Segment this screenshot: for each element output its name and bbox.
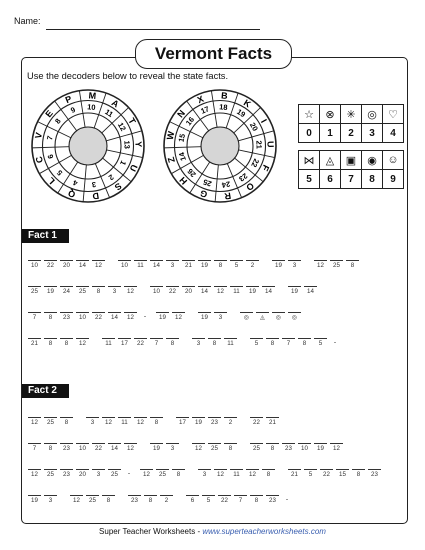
wheel-number: 22 bbox=[249, 157, 261, 169]
letter-blank[interactable]: 10 bbox=[298, 443, 311, 457]
digit-cell: 0 bbox=[299, 124, 320, 143]
wheel-letter: H bbox=[177, 174, 190, 187]
letter-blank[interactable]: 20 bbox=[76, 469, 89, 483]
code-line bbox=[28, 260, 413, 274]
symbol-cell: ◎ bbox=[362, 105, 383, 124]
code-line bbox=[28, 286, 413, 300]
letter-blank[interactable]: 8 bbox=[60, 338, 73, 352]
letter-blank[interactable]: 25 bbox=[28, 286, 41, 300]
letter-blank[interactable]: 12 bbox=[134, 417, 147, 431]
symbol-cell: ☺ bbox=[383, 151, 404, 170]
wheel-number: 7 bbox=[45, 134, 55, 141]
wheel-divider bbox=[83, 165, 86, 202]
letter-blank[interactable]: 25 bbox=[330, 260, 343, 274]
letter-blank[interactable]: 19 bbox=[246, 286, 259, 300]
letter-blank[interactable]: 10 bbox=[76, 443, 89, 457]
letter-blank[interactable]: 19 bbox=[314, 443, 327, 457]
letter-blank[interactable]: 22 bbox=[320, 469, 333, 483]
letter-blank[interactable]: 10 bbox=[118, 260, 131, 274]
wheel-number: 12 bbox=[115, 120, 128, 133]
letter-blank[interactable]: 23 bbox=[60, 312, 73, 326]
letter-blank[interactable]: 11 bbox=[224, 338, 237, 352]
wheel-letter: O bbox=[244, 180, 256, 193]
symbol-key-bottom bbox=[298, 150, 404, 189]
symbol-cell: ▣ bbox=[341, 151, 362, 170]
letter-blank[interactable]: 8 bbox=[166, 338, 179, 352]
letter-blank[interactable]: 22 bbox=[92, 443, 105, 457]
code-line bbox=[28, 492, 413, 509]
letter-blank[interactable]: 19 bbox=[150, 443, 163, 457]
letter-blank[interactable]: 11 bbox=[102, 338, 115, 352]
letter-blank[interactable]: 22 bbox=[92, 312, 105, 326]
letter-blank[interactable]: 17 bbox=[118, 338, 131, 352]
wheel-letter: G bbox=[198, 187, 209, 200]
letter-blank[interactable]: 6 bbox=[186, 495, 199, 509]
fact-1-label: Fact 1 bbox=[22, 229, 69, 243]
letter-blank[interactable]: 23 bbox=[282, 443, 295, 457]
wheel-letter: I bbox=[258, 117, 269, 125]
letter-blank[interactable]: 23 bbox=[368, 469, 381, 483]
letter-blank[interactable]: 5 bbox=[202, 495, 215, 509]
letter-blank[interactable]: 3 bbox=[166, 443, 179, 457]
footer-url[interactable]: www.superteacherworksheets.com bbox=[202, 527, 326, 536]
wheel-hub bbox=[69, 127, 107, 165]
letter-blank[interactable]: 25 bbox=[44, 417, 57, 431]
wheel-letter: D bbox=[91, 190, 100, 202]
letter-blank[interactable]: 19 bbox=[198, 312, 211, 326]
letter-blank[interactable]: 14 bbox=[76, 260, 89, 274]
letter-blank[interactable]: 7 bbox=[150, 338, 163, 352]
code-line bbox=[28, 443, 413, 457]
letter-blank[interactable]: 17 bbox=[176, 417, 189, 431]
letter-blank[interactable]: 19 bbox=[44, 286, 57, 300]
wheel-divider bbox=[107, 150, 143, 158]
letter-blank[interactable]: 12 bbox=[172, 312, 185, 326]
footer-separator: - bbox=[195, 527, 203, 536]
letter-blank[interactable]: 12 bbox=[28, 469, 41, 483]
letter-blank[interactable]: 22 bbox=[134, 338, 147, 352]
digit-cell: 9 bbox=[383, 170, 404, 189]
wheel-letter: U bbox=[127, 162, 140, 174]
wheel-letter: P bbox=[63, 93, 74, 106]
letter-blank[interactable]: 19 bbox=[198, 260, 211, 274]
wheel-number: 16 bbox=[183, 115, 197, 128]
wheel-letter: L bbox=[45, 175, 57, 187]
wheel-divider bbox=[211, 91, 217, 128]
letter-blank[interactable]: 8 bbox=[298, 338, 311, 352]
letter-blank[interactable]: 3 bbox=[198, 469, 211, 483]
letter-blank[interactable]: 8 bbox=[224, 443, 237, 457]
digit-cell: 5 bbox=[299, 170, 320, 189]
footer-brand: Super Teacher Worksheets bbox=[99, 527, 196, 536]
wheel-number: 25 bbox=[202, 177, 213, 189]
wheel-number: 4 bbox=[71, 177, 79, 188]
wheel-number: 3 bbox=[91, 179, 97, 190]
letter-blank[interactable]: 14 bbox=[150, 260, 163, 274]
wheel-letter: S bbox=[112, 180, 124, 193]
digit-cell: 8 bbox=[362, 170, 383, 189]
letter-blank[interactable]: 8 bbox=[266, 443, 279, 457]
letter-blank[interactable]: 12 bbox=[192, 443, 205, 457]
letter-blank[interactable]: 2 bbox=[246, 260, 259, 274]
letter-blank[interactable]: 7 bbox=[234, 495, 247, 509]
letter-blank[interactable]: 2 bbox=[160, 495, 173, 509]
letter-blank[interactable]: 8 bbox=[92, 286, 105, 300]
letter-blank[interactable]: 23 bbox=[128, 495, 141, 509]
letter-blank[interactable]: 11 bbox=[118, 417, 131, 431]
letter-blank[interactable]: 10 bbox=[76, 312, 89, 326]
symbol-cell: ◬ bbox=[320, 151, 341, 170]
wheel-number: 1 bbox=[118, 159, 129, 167]
digit-cell: 1 bbox=[320, 124, 341, 143]
code-line bbox=[28, 309, 413, 326]
letter-blank[interactable]: 12 bbox=[330, 443, 343, 457]
letter-blank[interactable]: 5 bbox=[250, 338, 263, 352]
letter-blank[interactable]: 25 bbox=[156, 469, 169, 483]
letter-blank[interactable]: 14 bbox=[108, 312, 121, 326]
wheel-letter: K bbox=[241, 97, 253, 110]
period: . bbox=[143, 309, 147, 319]
letter-blank[interactable]: 8 bbox=[102, 495, 115, 509]
wheel-number: 21 bbox=[254, 140, 264, 150]
letter-blank[interactable]: 14 bbox=[198, 286, 211, 300]
letter-blank[interactable]: 25 bbox=[108, 469, 121, 483]
letter-blank[interactable]: 7 bbox=[28, 443, 41, 457]
letter-blank[interactable]: ◎ bbox=[288, 312, 301, 326]
wheel-letter: T bbox=[126, 116, 138, 126]
wheel-letter: W bbox=[164, 130, 177, 141]
fact-2-label: Fact 2 bbox=[22, 384, 69, 398]
letter-blank[interactable]: ◎ bbox=[272, 312, 285, 326]
letter-blank[interactable]: 25 bbox=[208, 443, 221, 457]
wheel-letter: Q bbox=[66, 187, 77, 200]
letter-blank[interactable]: 22 bbox=[166, 286, 179, 300]
letter-blank[interactable]: 3 bbox=[214, 312, 227, 326]
digit-cell: 2 bbox=[341, 124, 362, 143]
wheel-number: 24 bbox=[221, 179, 231, 190]
letter-blank[interactable]: 3 bbox=[192, 338, 205, 352]
footer bbox=[0, 527, 425, 536]
wheel-letter: N bbox=[175, 108, 188, 120]
wheel-number: 17 bbox=[199, 104, 211, 116]
letter-blank[interactable]: 8 bbox=[44, 443, 57, 457]
letter-blank[interactable]: 24 bbox=[60, 286, 73, 300]
digit-cell: 4 bbox=[383, 124, 404, 143]
wheel-letter: E bbox=[43, 108, 55, 120]
wheel-divider bbox=[32, 147, 69, 148]
letter-blank[interactable]: 15 bbox=[336, 469, 349, 483]
wheel-divider bbox=[239, 150, 275, 158]
wheel-hub bbox=[201, 127, 239, 165]
wheel-number: 9 bbox=[69, 105, 77, 115]
wheel-number: 14 bbox=[177, 151, 188, 162]
letter-blank[interactable]: 19 bbox=[28, 495, 41, 509]
letter-blank[interactable]: 25 bbox=[86, 495, 99, 509]
letter-blank[interactable]: 21 bbox=[288, 469, 301, 483]
instructions: Use the decoders below to reveal the state facts. bbox=[27, 71, 229, 81]
letter-blank[interactable]: 8 bbox=[150, 417, 163, 431]
letter-blank[interactable]: 22 bbox=[44, 260, 57, 274]
symbol-cell: ⋈ bbox=[299, 151, 320, 170]
wheel-number: 5 bbox=[54, 168, 65, 178]
symbol-cell: ◉ bbox=[362, 151, 383, 170]
letter-blank[interactable]: 12 bbox=[246, 469, 259, 483]
letter-blank[interactable]: 8 bbox=[44, 338, 57, 352]
page-title: Vermont Facts bbox=[135, 39, 292, 69]
digit-cell: 3 bbox=[362, 124, 383, 143]
wheel-number: 23 bbox=[237, 171, 250, 184]
period: . bbox=[285, 492, 289, 502]
wheel-letter: V bbox=[33, 131, 45, 140]
letter-blank[interactable]: 12 bbox=[140, 469, 153, 483]
letter-blank[interactable]: 21 bbox=[266, 417, 279, 431]
wheel-letter: X bbox=[195, 93, 206, 106]
letter-blank[interactable]: 7 bbox=[28, 312, 41, 326]
letter-blank[interactable]: 25 bbox=[44, 469, 57, 483]
letter-blank[interactable]: 11 bbox=[230, 286, 243, 300]
wheel-divider bbox=[164, 147, 201, 148]
letter-blank[interactable]: 11 bbox=[134, 260, 147, 274]
wheel-number: 18 bbox=[218, 102, 228, 112]
letter-blank[interactable]: 8 bbox=[266, 338, 279, 352]
letter-blank[interactable]: 12 bbox=[314, 260, 327, 274]
letter-blank[interactable]: 23 bbox=[60, 469, 73, 483]
letter-blank[interactable]: 12 bbox=[76, 338, 89, 352]
letter-blank[interactable]: 14 bbox=[108, 443, 121, 457]
letter-blank[interactable]: 2 bbox=[224, 417, 237, 431]
letter-blank[interactable]: 11 bbox=[230, 469, 243, 483]
symbol-key-top bbox=[298, 104, 404, 143]
letter-blank[interactable]: 23 bbox=[266, 495, 279, 509]
letter-blank[interactable]: 12 bbox=[102, 417, 115, 431]
wheel-letter: C bbox=[33, 155, 46, 165]
letter-blank[interactable]: 12 bbox=[124, 286, 137, 300]
digit-cell: 7 bbox=[341, 170, 362, 189]
letter-blank[interactable]: ◎ bbox=[240, 312, 253, 326]
letter-blank[interactable]: 25 bbox=[250, 443, 263, 457]
wheel-divider bbox=[106, 131, 142, 141]
letter-blank[interactable]: 8 bbox=[250, 495, 263, 509]
letter-blank[interactable]: 8 bbox=[208, 338, 221, 352]
letter-blank[interactable]: 3 bbox=[92, 469, 105, 483]
letter-blank[interactable]: ◬ bbox=[256, 312, 269, 326]
wheel-divider bbox=[215, 165, 218, 202]
letter-blank[interactable]: 21 bbox=[182, 260, 195, 274]
letter-blank[interactable]: 8 bbox=[352, 469, 365, 483]
letter-blank[interactable]: 10 bbox=[28, 260, 41, 274]
code-line bbox=[28, 335, 413, 352]
letter-blank[interactable]: 12 bbox=[28, 417, 41, 431]
code-line bbox=[28, 417, 413, 431]
name-label: Name: bbox=[14, 16, 41, 26]
letter-blank[interactable]: 12 bbox=[124, 312, 137, 326]
wheel-letter: F bbox=[259, 163, 272, 173]
letter-blank[interactable]: 5 bbox=[304, 469, 317, 483]
letter-blank[interactable]: 12 bbox=[92, 260, 105, 274]
letter-blank[interactable]: 21 bbox=[28, 338, 41, 352]
letter-blank[interactable]: 20 bbox=[182, 286, 195, 300]
letter-blank[interactable]: 19 bbox=[156, 312, 169, 326]
wheel-number: 19 bbox=[235, 107, 248, 120]
letter-blank[interactable]: 12 bbox=[214, 469, 227, 483]
letter-blank[interactable]: 23 bbox=[60, 443, 73, 457]
letter-blank[interactable]: 25 bbox=[76, 286, 89, 300]
letter-blank[interactable]: 14 bbox=[262, 286, 275, 300]
letter-blank[interactable]: 12 bbox=[124, 443, 137, 457]
letter-blank[interactable]: 3 bbox=[44, 495, 57, 509]
wheel-letter: R bbox=[223, 190, 232, 202]
letter-blank[interactable]: 5 bbox=[230, 260, 243, 274]
wheel-number: 20 bbox=[247, 120, 260, 133]
letter-blank[interactable]: 19 bbox=[288, 286, 301, 300]
wheel-divider bbox=[226, 93, 238, 128]
wheel-number: 8 bbox=[53, 116, 63, 126]
wheel-number: 2 bbox=[106, 172, 116, 183]
symbol-cell: ✳ bbox=[341, 105, 362, 124]
wheel-letter: B bbox=[220, 90, 229, 101]
letter-blank[interactable]: 22 bbox=[218, 495, 231, 509]
name-line[interactable] bbox=[46, 29, 260, 30]
wheel-number: 10 bbox=[86, 102, 96, 112]
letter-blank[interactable]: 19 bbox=[192, 417, 205, 431]
letter-blank[interactable]: 5 bbox=[314, 338, 327, 352]
letter-blank[interactable]: 8 bbox=[60, 417, 73, 431]
letter-blank[interactable]: 20 bbox=[60, 260, 73, 274]
letter-blank[interactable]: 3 bbox=[166, 260, 179, 274]
letter-blank[interactable]: 14 bbox=[304, 286, 317, 300]
symbol-cell: ⊗ bbox=[320, 105, 341, 124]
letter-blank[interactable]: 8 bbox=[346, 260, 359, 274]
wheel-letter: M bbox=[88, 90, 97, 101]
wheel-number: 11 bbox=[103, 107, 115, 120]
letter-blank[interactable]: 8 bbox=[262, 469, 275, 483]
symbol-cell: ☆ bbox=[299, 105, 320, 124]
symbol-cell: ♡ bbox=[383, 105, 404, 124]
letter-blank[interactable]: 8 bbox=[144, 495, 157, 509]
wheel-number: 26 bbox=[185, 166, 198, 179]
wheel-divider bbox=[238, 131, 274, 141]
letter-blank[interactable]: 8 bbox=[44, 312, 57, 326]
letter-blank[interactable]: 22 bbox=[250, 417, 263, 431]
letter-blank[interactable]: 23 bbox=[208, 417, 221, 431]
decoder-wheel-2 bbox=[162, 88, 278, 204]
letter-blank[interactable]: 3 bbox=[86, 417, 99, 431]
letter-blank[interactable]: 3 bbox=[108, 286, 121, 300]
letter-blank[interactable]: 8 bbox=[214, 260, 227, 274]
wheel-letter: A bbox=[109, 97, 121, 110]
wheel-letter: Y bbox=[133, 141, 144, 148]
decoder-wheel-1 bbox=[30, 88, 146, 204]
wheel-letter: Z bbox=[165, 155, 177, 164]
letter-blank[interactable]: 3 bbox=[288, 260, 301, 274]
letter-blank[interactable]: 12 bbox=[70, 495, 83, 509]
period: . bbox=[127, 466, 131, 476]
digit-cell: 6 bbox=[320, 170, 341, 189]
letter-blank[interactable]: 10 bbox=[150, 286, 163, 300]
wheel-divider bbox=[79, 91, 85, 128]
period: . bbox=[333, 335, 337, 345]
wheel-letter: U bbox=[265, 140, 276, 148]
letter-blank[interactable]: 8 bbox=[172, 469, 185, 483]
wheel-number: 15 bbox=[176, 132, 188, 143]
wheel-number: 6 bbox=[45, 153, 56, 160]
letter-blank[interactable]: 12 bbox=[214, 286, 227, 300]
wheel-number: 13 bbox=[122, 140, 132, 150]
letter-blank[interactable]: 19 bbox=[272, 260, 285, 274]
code-line bbox=[28, 466, 413, 483]
letter-blank[interactable]: 7 bbox=[282, 338, 295, 352]
